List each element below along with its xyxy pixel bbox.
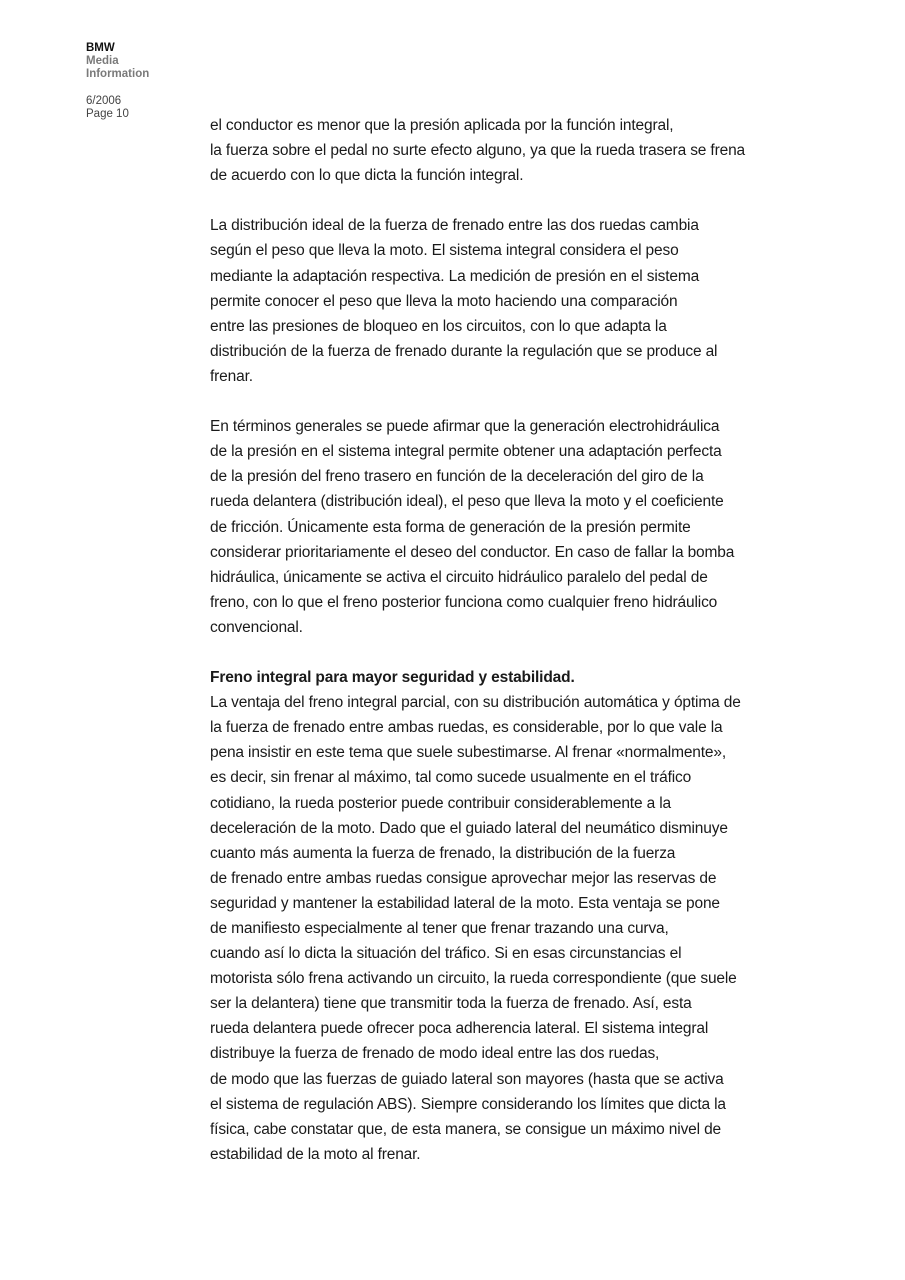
- text-line: la fuerza de frenado entre ambas ruedas, es considerable, por lo que vale la: [210, 719, 723, 737]
- text-line: de la presión en el sistema integral permite obtener una adaptación perfecta: [210, 443, 722, 461]
- text-line: motorista sólo frena activando un circuito, la rueda correspondiente (que suele: [210, 970, 737, 988]
- text-line: física, cabe constatar que, de esta manera, se consigue un máximo nivel de: [210, 1120, 722, 1138]
- paragraph-3: [210, 414, 785, 640]
- page-number: Page 10: [86, 108, 129, 120]
- text-line: convencional.: [210, 618, 303, 636]
- text-line: pena insistir en este tema que suele subestimarse. Al frenar «normalmente»,: [210, 744, 727, 762]
- document-header: [86, 42, 196, 121]
- text-line: entre las presiones de bloqueo en los circuitos, con lo que adapta la: [210, 317, 667, 335]
- text-line: la fuerza sobre el pedal no surte efecto alguno, ya que la rueda trasera se frena: [210, 142, 746, 160]
- text-line: cuanto más aumenta la fuerza de frenado, la distribución de la fuerza: [210, 844, 676, 862]
- text-line: de frenado entre ambas ruedas consigue aprovechar mejor las reservas de: [210, 869, 717, 887]
- text-line: de acuerdo con lo que dicta la función integral.: [210, 167, 524, 185]
- text-line: permite conocer el peso que lleva la moto haciendo una comparación: [210, 292, 678, 310]
- text-line: estabilidad de la moto al frenar.: [210, 1145, 421, 1163]
- text-line: el sistema de regulación ABS). Siempre considerando los límites que dicta la: [210, 1095, 726, 1113]
- text-line: considerar prioritariamente el deseo del conductor. En caso de fallar la bomba: [210, 543, 735, 561]
- brand-name: BMW: [86, 42, 115, 54]
- paragraph-4: [210, 665, 785, 1167]
- text-line: cuando así lo dicta la situación del tráfico. Si en esas circunstancias el: [210, 945, 682, 963]
- text-line: En términos generales se puede afirmar que la generación electrohidráulica: [210, 418, 720, 436]
- text-line: de la presión del freno trasero en función de la deceleración del giro de la: [210, 468, 704, 486]
- text-line: deceleración de la moto. Dado que el guiado lateral del neumático disminuye: [210, 819, 728, 837]
- text-line: rueda delantera puede ofrecer poca adherencia lateral. El sistema integral: [210, 1020, 709, 1038]
- paragraph-1: [210, 113, 785, 188]
- text-line: seguridad y mantener la estabilidad lateral de la moto. Esta ventaja se pone: [210, 894, 720, 912]
- text-line: distribución de la fuerza de frenado durante la regulación que se produce al: [210, 342, 718, 360]
- text-line: de fricción. Únicamente esta forma de generación de la presión permite: [210, 518, 691, 536]
- text-line: mediante la adaptación respectiva. La medición de presión en el sistema: [210, 267, 700, 285]
- text-line: es decir, sin frenar al máximo, tal como sucede usualmente en el tráfico: [210, 769, 692, 787]
- text-line: el conductor es menor que la presión aplicada por la función integral,: [210, 117, 674, 134]
- text-line: según el peso que lleva la moto. El sistema integral considera el peso: [210, 242, 679, 260]
- text-line: hidráulica, únicamente se activa el circuito hidráulico paralelo del pedal de: [210, 568, 708, 586]
- text-line: distribuye la fuerza de frenado de modo ideal entre las dos ruedas,: [210, 1045, 660, 1063]
- text-line: freno, con lo que el freno posterior funciona como cualquier freno hidráulico: [210, 593, 718, 611]
- paragraph-2: [210, 213, 785, 389]
- document-meta: [86, 95, 196, 121]
- brand-subtitle-information: Information: [86, 68, 150, 80]
- text-line: La distribución ideal de la fuerza de frenado entre las dos ruedas cambia: [210, 217, 699, 235]
- text-line: rueda delantera (distribución ideal), el peso que lleva la moto y el coeficiente: [210, 493, 724, 511]
- text-line: de manifiesto especialmente al tener que frenar trazando una curva,: [210, 920, 669, 937]
- brand-subtitle-media: Media: [86, 55, 119, 67]
- document-body: [210, 113, 785, 1192]
- document-date: 6/2006: [86, 95, 122, 107]
- text-line: de modo que las fuerzas de guiado lateral son mayores (hasta que se activa: [210, 1070, 724, 1088]
- text-line: cotidiano, la rueda posterior puede contribuir considerablemente a la: [210, 794, 671, 812]
- section-heading: Freno integral para mayor seguridad y estabilidad.: [210, 669, 575, 687]
- text-line: frenar.: [210, 367, 253, 385]
- text-line: ser la delantera) tiene que transmitir toda la fuerza de frenado. Así, esta: [210, 995, 692, 1013]
- text-line: La ventaja del freno integral parcial, con su distribución automática y óptima de: [210, 694, 741, 712]
